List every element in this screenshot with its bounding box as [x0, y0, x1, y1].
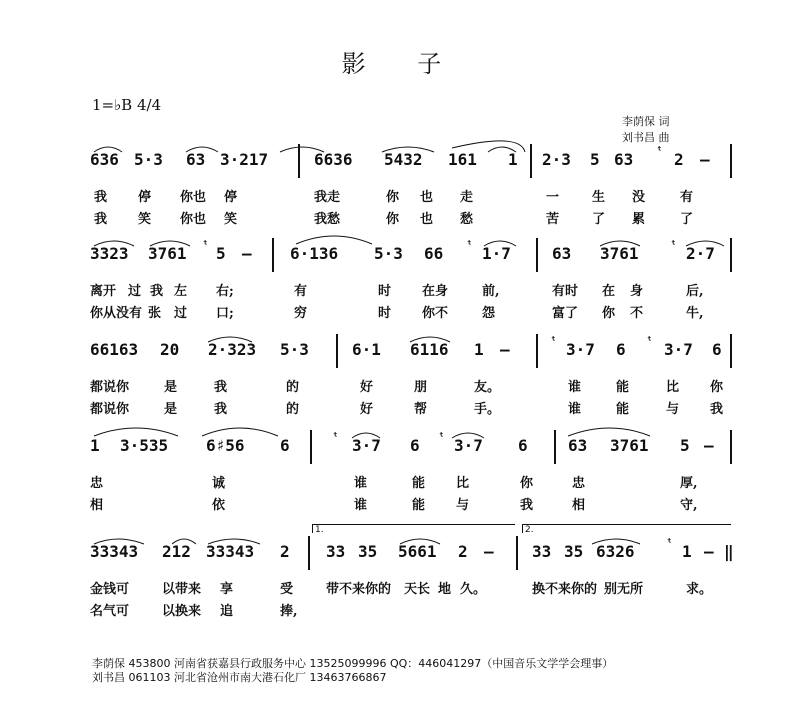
note-group: 636: [90, 150, 119, 169]
volta-first-ending: 1.: [312, 524, 515, 533]
note-group: 6: [518, 436, 528, 455]
grace-note: ᵗ: [666, 536, 673, 549]
note-group: –: [242, 244, 252, 263]
lyrics-verse-2: 相 依 谁 能 与 我 相 守,: [90, 498, 698, 512]
score-system-5: [90, 525, 740, 632]
note-group: 33: [532, 542, 552, 561]
notation-line: [90, 330, 740, 370]
note-group: 63: [552, 244, 572, 263]
note-group: –: [700, 150, 710, 169]
note-group: 2·7: [686, 244, 715, 263]
note-group: 6♯56: [206, 436, 245, 455]
note-group: 3761: [600, 244, 639, 263]
note-group: 63: [568, 436, 588, 455]
lyrics-verse-1: 忠 诚 谁 能 比 你 忠 厚,: [90, 476, 698, 490]
lyrics-verse-1: 金钱可 以带来 享 受 带不来你的 天长 地 久。 换不来你的 别无所 求。: [90, 582, 713, 596]
bar-line: [730, 144, 732, 178]
bar-line: [554, 430, 556, 464]
note-group: 1: [508, 150, 518, 169]
lyrics-verse-2: 名气可 以换来 追 捧,: [90, 604, 298, 618]
lyrics-verse-2: 你从没有 张 过 口; 穷 时 你不 怨 富了 你 不 牛,: [90, 306, 704, 320]
composer-credit: 刘书昌 曲: [622, 131, 670, 144]
bar-line: [516, 536, 518, 570]
note-group: 3·535: [120, 436, 169, 455]
footer-contact-composer: 刘书昌 061103 河北省沧州市南大港石化厂 13463766867: [92, 671, 387, 684]
note-group: –: [484, 542, 494, 561]
note-group: 5·3: [374, 244, 403, 263]
note-group: 6: [280, 436, 290, 455]
notation-line: [90, 426, 740, 466]
grace-note: ᵗ: [202, 238, 209, 251]
note-group: –: [500, 340, 510, 359]
grace-note: ᵗ: [550, 334, 557, 347]
grace-note: ᵗ: [656, 144, 663, 157]
note-group: 3·217: [220, 150, 269, 169]
bar-line: [308, 536, 310, 570]
note-group: 1·7: [482, 244, 511, 263]
bar-line: [310, 430, 312, 464]
bar-line: [536, 238, 538, 272]
note-group: 3323: [90, 244, 129, 263]
bar-line: [536, 334, 538, 368]
bar-line: [730, 238, 732, 272]
notation-line: [90, 234, 740, 274]
note-group: 161: [448, 150, 477, 169]
grace-note: ᵗ: [646, 334, 653, 347]
note-group: 5: [216, 244, 226, 263]
note-group: 1: [474, 340, 484, 359]
note-group: 2·3: [542, 150, 571, 169]
score-system-1: [90, 140, 740, 240]
note-group: 3761: [610, 436, 649, 455]
note-group: 3·7: [352, 436, 381, 455]
notation-line: [90, 532, 740, 572]
lyrics-verse-1: 我 停 你也 停 我走 你 也 走 一 生 没 有: [94, 190, 694, 204]
grace-note: ᵗ: [332, 430, 339, 443]
note-group: 33343: [206, 542, 255, 561]
note-group: 3·7: [664, 340, 693, 359]
note-group: 6326: [596, 542, 635, 561]
note-group: 5·3: [134, 150, 163, 169]
score-system-2: [90, 234, 740, 334]
note-group: 33343: [90, 542, 139, 561]
lyricist-credit: 李荫保 词: [622, 115, 670, 128]
score-system-3: [90, 330, 740, 430]
note-group: 6116: [410, 340, 449, 359]
note-group: 66: [424, 244, 444, 263]
note-group: 6·136: [290, 244, 339, 263]
grace-note: ᵗ: [466, 238, 473, 251]
note-group: –: [704, 542, 714, 561]
note-group: 6: [712, 340, 722, 359]
note-group: –: [704, 436, 714, 455]
note-group: 6: [410, 436, 420, 455]
note-group: 3761: [148, 244, 187, 263]
note-group: 5·3: [280, 340, 309, 359]
note-group: 2: [280, 542, 290, 561]
key-signature: 1=♭B 4/4: [92, 96, 162, 114]
bar-line: [272, 238, 274, 272]
bar-line: [336, 334, 338, 368]
note-group: 6·1: [352, 340, 381, 359]
note-group: 1: [90, 436, 100, 455]
footer-contact-lyricist: 李荫保 453800 河南省获嘉县行政服务中心 13525099996 QQ：446041297（中国音乐文学学会理事）: [92, 657, 614, 670]
bar-line: [730, 334, 732, 368]
final-bar: ‖: [724, 542, 734, 561]
note-group: 66163: [90, 340, 139, 359]
lyrics-verse-1: 都说你 是 我 的 好 朋 友。 谁 能 比 你: [90, 380, 724, 394]
lyrics-verse-1: 离开 过 我 左 右; 有 时 在身 前, 有时 在 身 后,: [90, 284, 704, 298]
note-group: 5: [680, 436, 690, 455]
note-group: 3·7: [566, 340, 595, 359]
note-group: 6: [616, 340, 626, 359]
grace-note: ᵗ: [670, 238, 677, 251]
note-group: 35: [564, 542, 584, 561]
note-group: 5432: [384, 150, 423, 169]
song-title: 影 子: [341, 50, 464, 78]
lyrics-verse-2: 我 笑 你也 笑 我愁 你 也 愁 苦 了 累 了: [94, 212, 694, 226]
note-group: 20: [160, 340, 180, 359]
lyrics-verse-2: 都说你 是 我 的 好 帮 手。 谁 能 与 我: [90, 402, 724, 416]
note-group: 2: [674, 150, 684, 169]
bar-line: [730, 430, 732, 464]
note-group: 63: [614, 150, 634, 169]
note-group: 2·323: [208, 340, 257, 359]
note-group: 33: [326, 542, 346, 561]
grace-note: ᵗ: [438, 430, 445, 443]
note-group: 63: [186, 150, 206, 169]
note-group: 5661: [398, 542, 437, 561]
note-group: 212: [162, 542, 191, 561]
note-group: 1: [682, 542, 692, 561]
note-group: 6636: [314, 150, 353, 169]
note-group: 35: [358, 542, 378, 561]
bar-line: [298, 144, 300, 178]
notation-line: [90, 140, 740, 180]
note-group: 5: [590, 150, 600, 169]
note-group: 2: [458, 542, 468, 561]
bar-line: [530, 144, 532, 178]
note-group: 3·7: [454, 436, 483, 455]
score-system-4: [90, 426, 740, 526]
volta-second-ending: 2.: [522, 524, 731, 533]
